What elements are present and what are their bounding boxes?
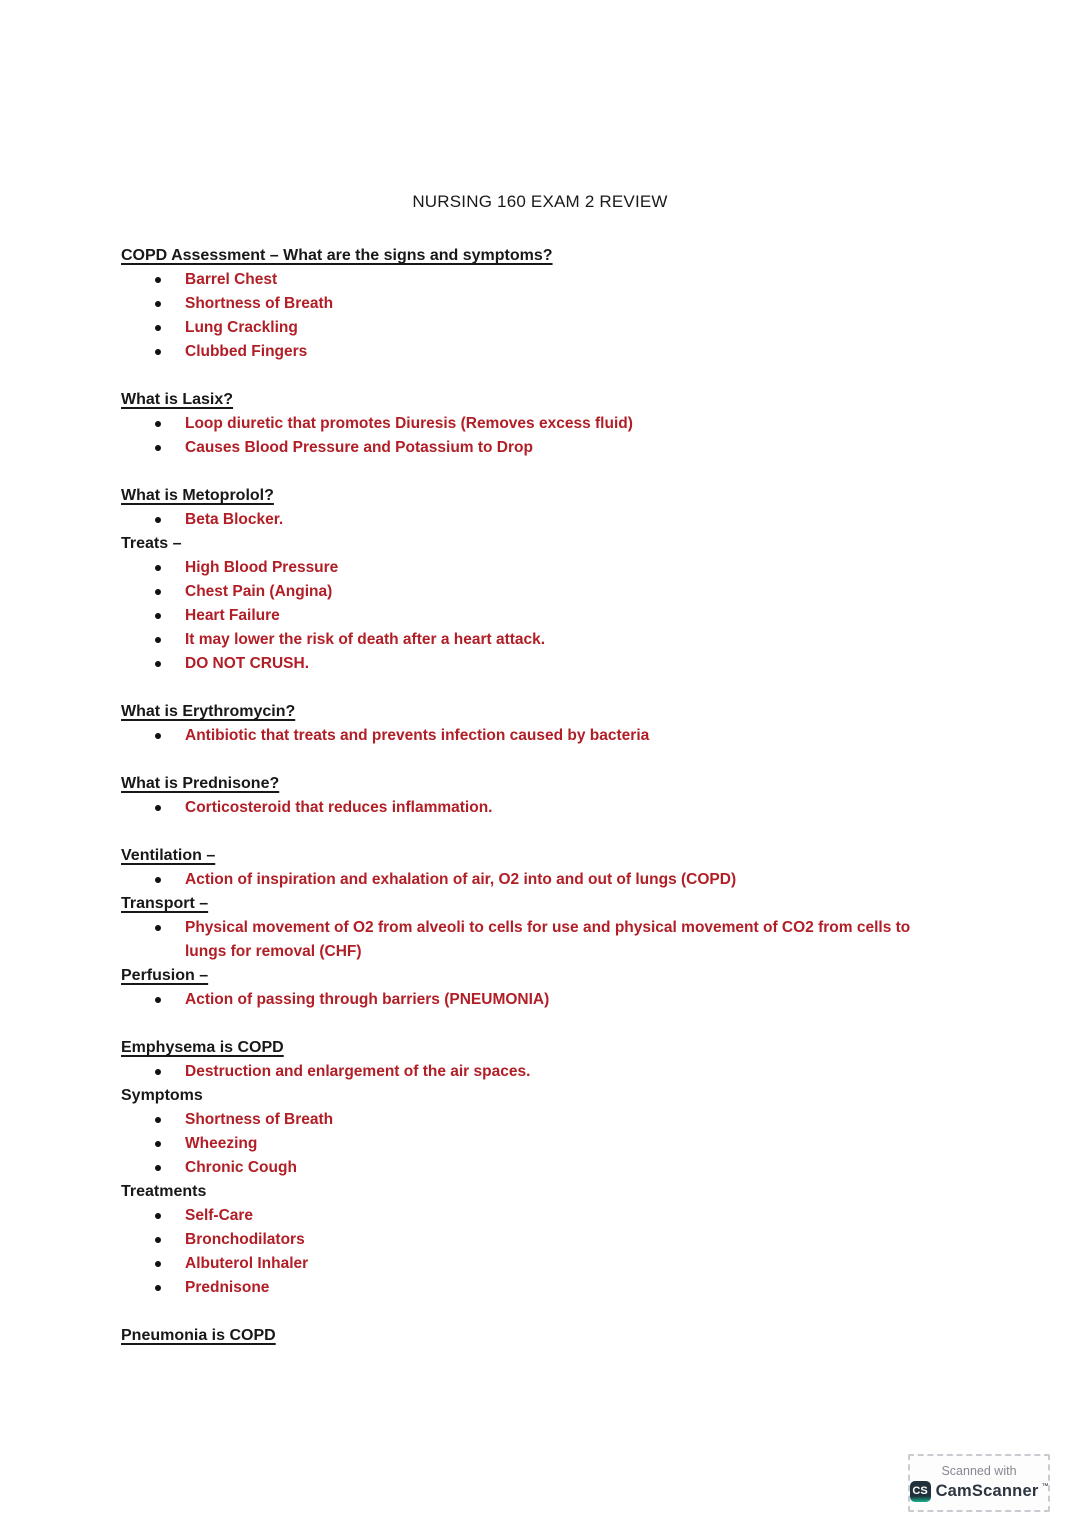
section	[121, 1036, 961, 1300]
bullet-item: Causes Blood Pressure and Potassium to Drop	[121, 436, 941, 460]
bullet-item: Shortness of Breath	[121, 292, 941, 316]
bullet-list	[121, 508, 961, 532]
section-subheading: Treatments	[121, 1183, 207, 1200]
bullet-item: Chest Pain (Angina)	[121, 580, 941, 604]
bullet-item: Wheezing	[121, 1132, 941, 1156]
bullet-item: Corticosteroid that reduces inflammation.	[121, 796, 941, 820]
section-heading-text: What is Lasix?	[121, 391, 234, 408]
bullet-item: Bronchodilators	[121, 1228, 941, 1252]
section-heading-text: Perfusion –	[121, 967, 209, 984]
section-heading	[121, 964, 961, 988]
bullet-item: Loop diuretic that promotes Diuresis (Removes excess fluid)	[121, 412, 941, 436]
bullet-item: Destruction and enlargement of the air spaces.	[121, 1060, 941, 1084]
bullet-list	[121, 556, 961, 676]
section	[121, 1324, 961, 1348]
bullet-list	[121, 988, 961, 1012]
section-heading	[121, 244, 961, 268]
bullet-item: Shortness of Breath	[121, 1108, 941, 1132]
camscanner-brand-name: CamScanner	[935, 1481, 1039, 1500]
section-heading	[121, 484, 961, 508]
bullet-item: Prednisone	[121, 1276, 941, 1300]
section-subheading: Treats –	[121, 535, 182, 552]
camscanner-badge[interactable]	[908, 1454, 1050, 1512]
bullet-list	[121, 1108, 961, 1180]
bullet-item: DO NOT CRUSH.	[121, 652, 941, 676]
page-title: NURSING 160 EXAM 2 REVIEW	[412, 192, 668, 211]
section	[121, 844, 961, 1012]
camscanner-brand-row	[910, 1481, 1049, 1502]
section-subheading: Symptoms	[121, 1087, 203, 1104]
section-heading	[121, 388, 961, 412]
bullet-list	[121, 796, 961, 820]
camscanner-logo-icon: CS	[910, 1481, 931, 1502]
bullet-item: High Blood Pressure	[121, 556, 941, 580]
bullet-list	[121, 268, 961, 364]
section-heading	[121, 1324, 961, 1348]
bullet-list	[121, 412, 961, 460]
section-heading-text: Pneumonia is COPD	[121, 1327, 276, 1344]
section	[121, 484, 961, 676]
document-body	[121, 244, 961, 1348]
section-heading-text: What is Prednisone?	[121, 775, 280, 792]
section-heading-text: What is Erythromycin?	[121, 703, 296, 720]
scanned-with-label: Scanned with	[941, 1463, 1017, 1478]
bullet-list	[121, 868, 961, 892]
bullet-item: Chronic Cough	[121, 1156, 941, 1180]
section-heading	[121, 1036, 961, 1060]
bullet-item: Albuterol Inhaler	[121, 1252, 941, 1276]
section	[121, 244, 961, 364]
section-heading-text: What is Metoprolol?	[121, 487, 274, 504]
bullet-list	[121, 724, 961, 748]
bullet-item: Barrel Chest	[121, 268, 941, 292]
bullet-item: Physical movement of O2 from alveoli to cells for use and physical movement of CO2 from cells to lungs for removal (CHF)	[121, 916, 941, 964]
section-heading-text: COPD Assessment – What are the signs and symptoms?	[121, 247, 553, 264]
bullet-item: Clubbed Fingers	[121, 340, 941, 364]
bullet-item: It may lower the risk of death after a heart attack.	[121, 628, 941, 652]
section	[121, 700, 961, 748]
bullet-item: Beta Blocker.	[121, 508, 941, 532]
bullet-list	[121, 916, 961, 964]
bullet-item: Action of passing through barriers (PNEUMONIA)	[121, 988, 941, 1012]
bullet-item: Self-Care	[121, 1204, 941, 1228]
trademark-symbol: ™	[1041, 1482, 1049, 1490]
section-heading-text: Ventilation –	[121, 847, 216, 864]
bullet-item: Antibiotic that treats and prevents infection caused by bacteria	[121, 724, 941, 748]
section-heading	[121, 844, 961, 868]
section-heading	[121, 892, 961, 916]
section	[121, 388, 961, 460]
section-heading-text: Transport –	[121, 895, 209, 912]
section	[121, 772, 961, 820]
bullet-item: Heart Failure	[121, 604, 941, 628]
bullet-item: Lung Crackling	[121, 316, 941, 340]
section-heading	[121, 700, 961, 724]
section-heading	[121, 772, 961, 796]
bullet-item: Action of inspiration and exhalation of air, O2 into and out of lungs (COPD)	[121, 868, 941, 892]
section-heading-text: Emphysema is COPD	[121, 1039, 284, 1056]
bullet-list	[121, 1204, 961, 1300]
bullet-list	[121, 1060, 961, 1084]
